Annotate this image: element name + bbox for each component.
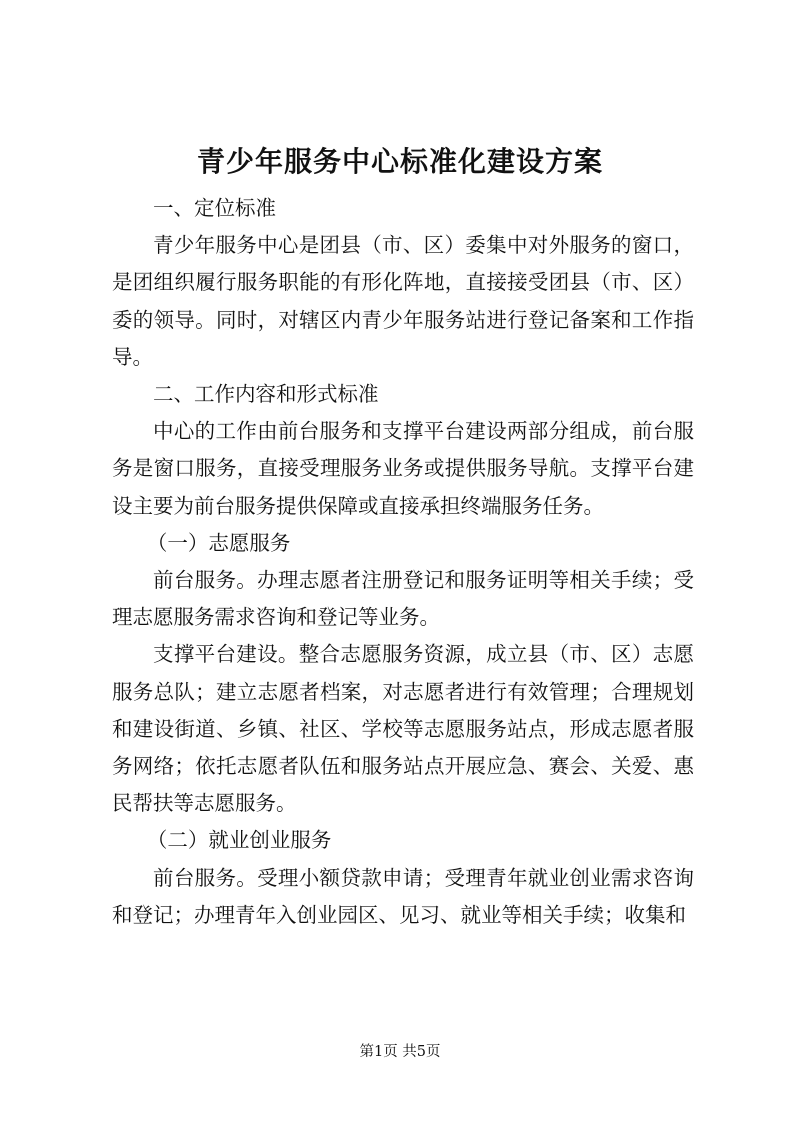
body-paragraph: 青少年服务中心是团县（市、区）委集中对外服务的窗口，是团组织履行服务职能的有形化阵地，直接接受团县（市、区）委的领导。同时，对辖区内青少年服务站进行登记备案和工作指导。	[112, 233, 694, 369]
document-body	[112, 190, 694, 934]
section-heading: 一、定位标准	[153, 196, 276, 220]
subsection-heading: （二）就业创业服务	[146, 828, 332, 853]
body-paragraph: 前台服务。受理小额贷款申请；受理青年就业创业需求咨询和登记；办理青年入创业园区、见习、就业等相关手续；收集和	[112, 865, 694, 927]
document-title: 青少年服务中心标准化建设方案	[196, 145, 603, 178]
section-heading: 二、工作内容和形式标准	[153, 382, 379, 407]
body-paragraph: 前台服务。办理志愿者注册登记和服务证明等相关手续；受理志愿服务需求咨询和登记等业务。	[112, 568, 694, 630]
subsection-heading: （一）志愿服务	[146, 530, 291, 555]
body-paragraph: 支撑平台建设。整合志愿服务资源，成立县（市、区）志愿服务总队；建立志愿者档案，对志愿者进行有效管理；合理规划和建设街道、乡镇、社区、学校等志愿服务站点，形成志愿者服务网络；依托志愿者队伍和服务站点开展应急、赛会、关爱、惠民帮扶等志愿服务。	[112, 642, 694, 816]
body-paragraph: 中心的工作由前台服务和支撑平台建设两部分组成，前台服务是窗口服务，直接受理服务业务或提供服务导航。支撑平台建设主要为前台服务提供保障或直接承担终端服务任务。	[112, 419, 694, 518]
page-footer: 第1页 共5页	[359, 1044, 441, 1060]
